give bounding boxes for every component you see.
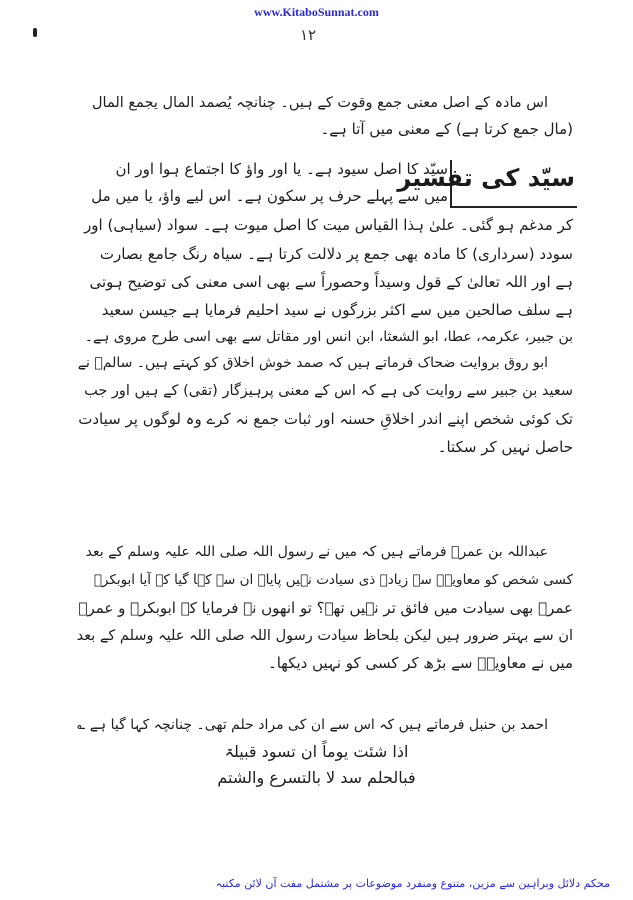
site-url[interactable]: www.KitaboSunnat.com xyxy=(254,5,379,19)
text-line: ابو روق بروایت ضحاک فرماتے ہیں کہ صمد خوش اخلاق کو کہتے ہیں۔ سالمؒ نے xyxy=(77,355,548,371)
text-line: عمرؓ بھی سیادت میں فائق تر نہیں تھے؟ تو انھوں نے فرمایا کہ ابوبکرؓ و عمرؓ xyxy=(78,599,573,617)
text-line: کسی شخص کو معاویہؓ سے زیادہ ذی سیادت نہیں پایا۔ ان سے کہا گیا کہ آیا ابوبکرؓ xyxy=(93,572,573,588)
section-heading: سیّد کی تفسیر xyxy=(397,164,575,192)
text-line: (مال جمع کرتا ہے) کے معنی میں آتا ہے۔ xyxy=(320,120,573,138)
text-line: میں نے معاویہؓ سے بڑھ کر کسی کو نہیں دیکھا۔ xyxy=(267,654,573,672)
verse-line: اذا شئت یوماً ان تسود قبیلۃ xyxy=(224,742,409,761)
section-heading-box xyxy=(397,160,577,208)
text-line: احمد بن حنبل فرماتے ہیں کہ اس سے ان کی مراد حلم تھی۔ چنانچہ کہا گیا ہے ؎ xyxy=(77,717,548,733)
verse-line: فبالحلم سد لا بالتسرع والشتم xyxy=(217,768,416,787)
text-line: عبداللہ بن عمرؓ فرماتے ہیں کہ میں نے رسول اللہ صلی اللہ علیہ وسلم کے بعد xyxy=(85,544,548,560)
text-line: سعید بن جبیر سے روایت کی ہے کہ اس کے معنی پرہیزگار (تقی) کے ہیں اور جب xyxy=(84,383,573,399)
text-line: ہے اور اللہ تعالیٰ کے قول وسیداً وحصوراً سے بھی اسی معنی کی توضیح ہوتی xyxy=(89,273,573,291)
text-line: اس مادہ کے اصل معنی جمع وقوت کے ہیں۔ چنانچہ یُصمد المال یجمع المال xyxy=(92,95,548,111)
text-line: ان سے بہتر ضرور ہیں لیکن بلحاظ سیادت رسول اللہ صلی اللہ علیہ وسلم کے بعد xyxy=(76,628,573,644)
footer-tagline: محکم دلائل وبراہین سے مزین، متنوع ومنفرد موضوعات پر مشتمل مفت آن لائن مکتبہ xyxy=(215,877,610,890)
text-line: تک کوئی شخص اپنے اندر اخلاقِ حسنہ اور ثبات جمع نہ کرے وہ لوگوں پر سیادت xyxy=(78,410,573,428)
text-line: بن جبیر، عکرمہ، عطا، ابو الشعثا، ابن انس اور مقاتل سے بھی اسی طرح مروی ہے۔ xyxy=(84,329,573,345)
text-line: ہے سلف صالحین میں سے اکثر بزرگوں نے سید احلیم فرمایا ہے جیسن سعید xyxy=(101,301,573,319)
text-line: کر مدغم ہو گئی۔ علیٰ ہذا القیاس میت کا اصل میوت ہے۔ سواد (سیاہی) اور xyxy=(84,216,573,234)
scan-mark xyxy=(33,28,37,37)
text-line: میں سے پہلے حرف پر سکون ہے۔ اس لیے واؤ، یا میں مل xyxy=(91,187,448,205)
page-number: ۱۲ xyxy=(300,26,317,44)
text-line: سیّد کا اصل سیود ہے۔ یا اور واؤ کا اجتماع ہوا اور ان xyxy=(115,160,448,178)
text-line: حاصل نہیں کر سکتا۔ xyxy=(437,438,573,456)
text-line: سودد (سرداری) کا مادہ بھی جمع پر دلالت کرتا ہے۔ سیاہ رنگ جامع بصارت xyxy=(99,245,573,263)
